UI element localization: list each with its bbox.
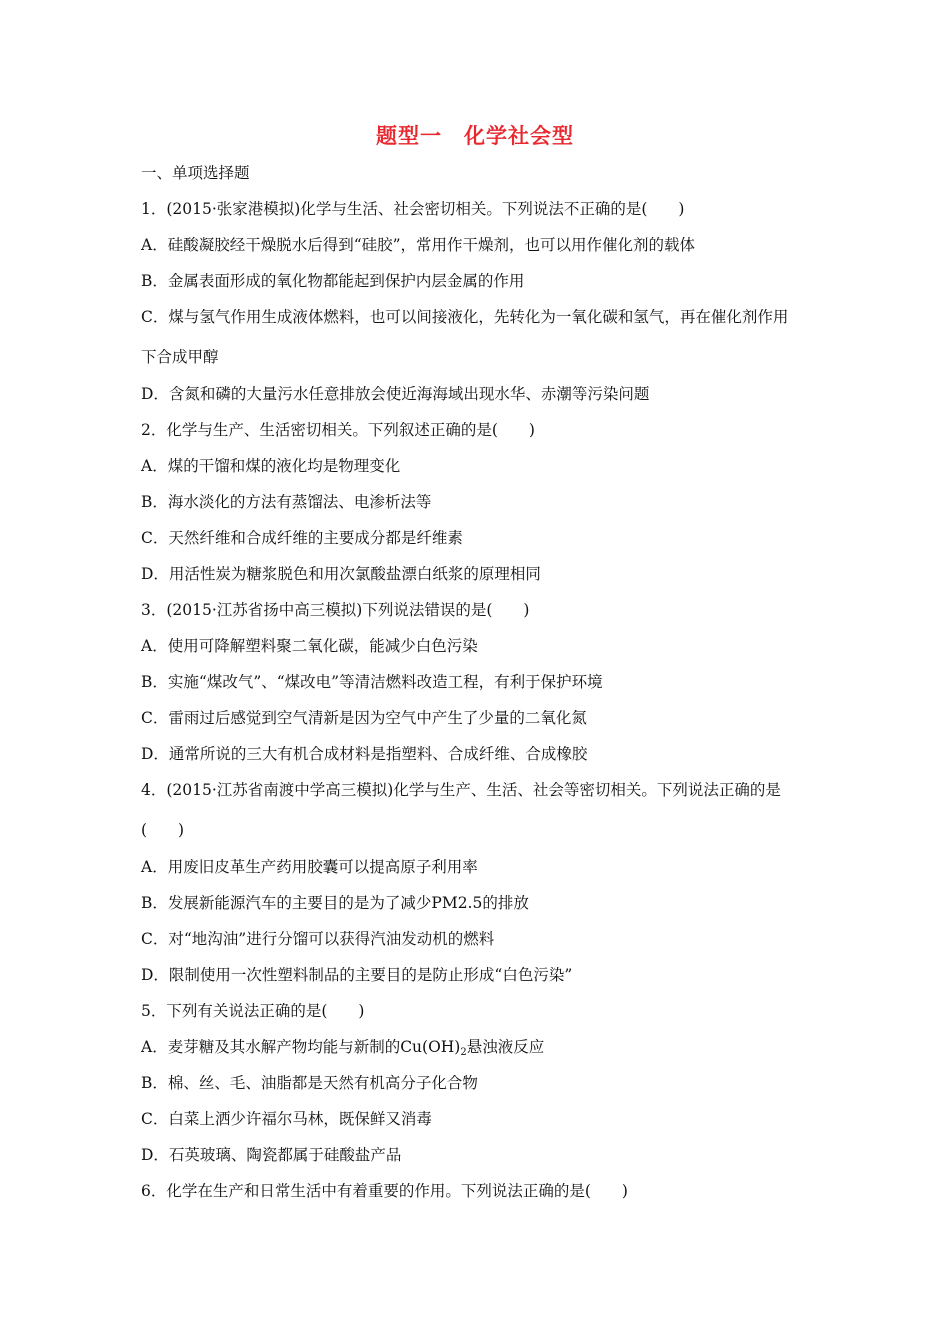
question-5-stem: 5．下列有关说法正确的是( ) [141, 1002, 365, 1020]
question-1-option-b: B．金属表面形成的氧化物都能起到保护内层金属的作用 [141, 272, 525, 290]
question-2-stem: 2．化学与生产、生活密切相关。下列叙述正确的是( ) [141, 421, 535, 439]
question-3-option-a: A．使用可降解塑料聚二氧化碳，能减少白色污染 [141, 637, 478, 655]
question-5-option-a [141, 1037, 544, 1057]
question-4-option-b: B．发展新能源汽车的主要目的是为了减少PM2.5的排放 [141, 894, 529, 912]
section-heading: 一、单项选择题 [141, 164, 250, 182]
question-2-option-a: A．煤的干馏和煤的液化均是物理变化 [141, 457, 401, 475]
question-2-option-d: D．用活性炭为糖浆脱色和用次氯酸盐漂白纸浆的原理相同 [141, 565, 541, 583]
question-1-stem: 1．(2015·张家港模拟)化学与生活、社会密切相关。下列说法不正确的是( ) [141, 200, 685, 218]
question-5-option-a-text: A．麦芽糖及其水解产物均能与新制的Cu(OH) [141, 1038, 461, 1056]
question-4-option-a: A．用废旧皮革生产药用胶囊可以提高原子利用率 [141, 858, 478, 876]
page-title: 题型一 化学社会型 [376, 124, 574, 148]
question-3-option-c: C．雷雨过后感觉到空气清新是因为空气中产生了少量的二氧化氮 [141, 709, 587, 727]
question-5-option-b: B．棉、丝、毛、油脂都是天然有机高分子化合物 [141, 1074, 478, 1092]
question-4-option-c: C．对“地沟油”进行分馏可以获得汽油发动机的燃料 [141, 930, 495, 948]
question-1-option-c: C．煤与氢气作用生成液体燃料，也可以间接液化，先转化为一氧化碳和氢气，再在催化剂作用 [141, 308, 789, 326]
question-3-stem: 3．(2015·江苏省扬中高三模拟)下列说法错误的是( ) [141, 601, 530, 619]
subscript-2: 2 [460, 1047, 467, 1058]
question-1-option-d: D．含氮和磷的大量污水任意排放会使近海海域出现水华、赤潮等污染问题 [141, 385, 650, 403]
question-4-stem-continued: ( ) [141, 821, 185, 839]
question-3-option-d: D．通常所说的三大有机合成材料是指塑料、合成纤维、合成橡胶 [141, 745, 588, 763]
question-1-option-c-continued: 下合成甲醇 [141, 348, 219, 366]
question-6-stem: 6．化学在生产和日常生活中有着重要的作用。下列说法正确的是( ) [141, 1182, 628, 1200]
question-5-option-d: D．石英玻璃、陶瓷都属于硅酸盐产品 [141, 1146, 402, 1164]
question-4-stem: 4．(2015·江苏省南渡中学高三模拟)化学与生产、生活、社会等密切相关。下列说法正确的是 [141, 781, 781, 799]
question-5-option-c: C．白菜上洒少许福尔马林，既保鲜又消毒 [141, 1110, 432, 1128]
question-2-option-b: B．海水淡化的方法有蒸馏法、电渗析法等 [141, 493, 432, 511]
question-1-option-a: A．硅酸凝胶经干燥脱水后得到“硅胶”，常用作干燥剂，也可以用作催化剂的载体 [141, 236, 696, 254]
question-5-option-a-tail: 悬浊液反应 [466, 1038, 545, 1056]
question-3-option-b: B．实施“煤改气”、“煤改电”等清洁燃料改造工程，有利于保护环境 [141, 673, 603, 691]
question-4-option-d: D．限制使用一次性塑料制品的主要目的是防止形成“白色污染” [141, 966, 573, 984]
question-2-option-c: C．天然纤维和合成纤维的主要成分都是纤维素 [141, 529, 463, 547]
